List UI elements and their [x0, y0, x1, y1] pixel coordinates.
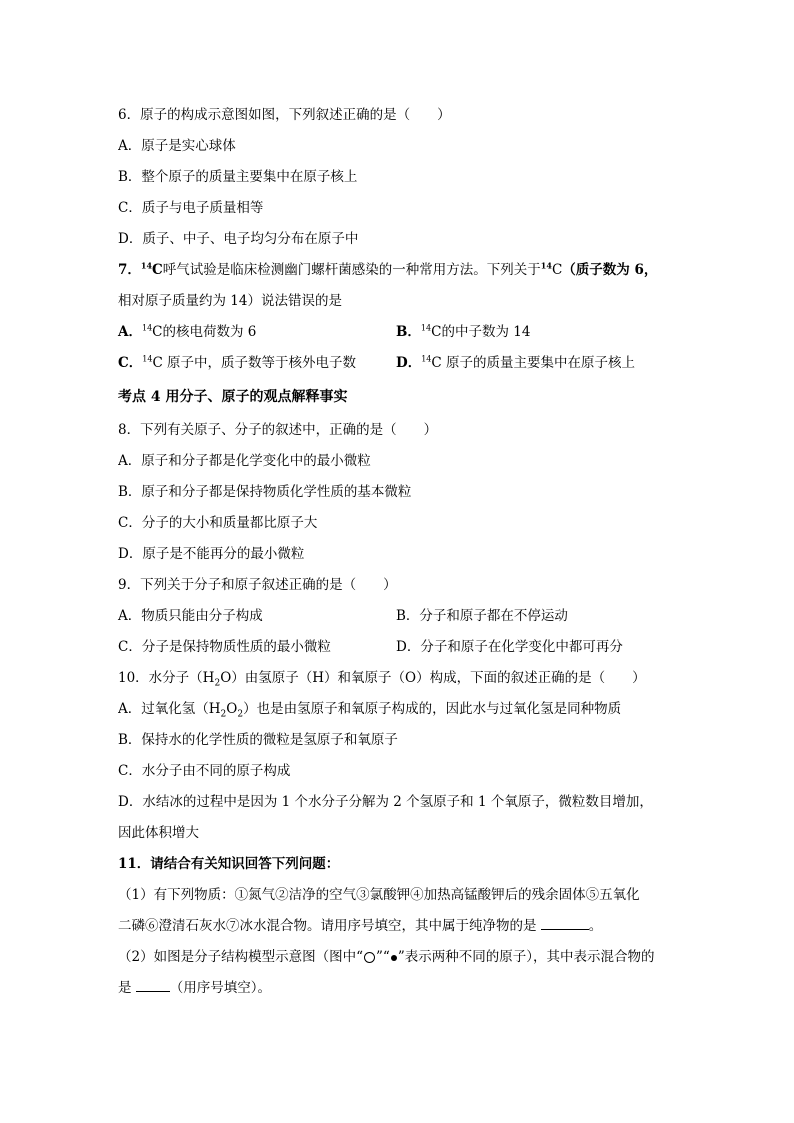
q10-option-b: B．保持水的化学性质的微粒是氢原子和氧原子 [118, 732, 398, 748]
q6-option-a: A．原子是实心球体 [118, 138, 236, 154]
q9-stem: 9．下列关于分子和原子叙述正确的是（ ） [118, 577, 397, 593]
q11-part1-answer-blank[interactable] [541, 915, 589, 930]
q9-options-row2 [118, 632, 698, 663]
q6-stem: 6．原子的构成示意图如图，下列叙述正确的是（ ） [118, 107, 451, 123]
q10-option-d-line1: D．水结冰的过程中是因为 1 个水分子分解为 2 个氢原子和 1 个氧原子，微粒数目增加， [118, 794, 653, 810]
q9-option-c: C．分子是保持物质性质的最小微粒 [118, 639, 331, 655]
q7-options-row1 [118, 317, 698, 348]
q11-stem: 11．请结合有关知识回答下列问题： [118, 856, 340, 872]
q7-element: C [152, 262, 163, 278]
q7-stem-line1 [118, 255, 698, 286]
q11-part2-line2: 是 （用序号填空）。 [118, 973, 698, 1004]
q10-option-a: A．过氧化氢$(H_2O_2)$也是由氢原子和氧原子构成的，因此水与过氧化氢是同种物质 [118, 701, 622, 720]
q11-part1-line1: （1）有下列物质：①氮气②洁净的空气③氯酸钾④加热高锰酸钾后的残余固体⑤五氧化 [118, 887, 640, 903]
q7-option-c: C．$^{14}$C 原子中，质子数等于核外电子数 [118, 354, 357, 371]
q7-element-2: C [551, 262, 563, 278]
q7-stem-line2: 相对原子质量约为 14）说法错误的是 [118, 293, 342, 309]
q10-option-d-line2: 因此体积增大 [118, 825, 199, 841]
q11-part2-line1: （2）如图是分子结构模型示意图（图中“ ”“ ”表示两种不同的原子），其中表示混合物的 [118, 949, 655, 965]
q7-option-d: D．$^{14}$C 原子的质量主要集中在原子核上 [396, 354, 636, 371]
q9-option-b: B．分子和原子都在不停运动 [396, 608, 568, 624]
q6-option-c: C．质子与电子质量相等 [118, 200, 264, 216]
q7-options-row2 [118, 348, 698, 379]
q7-stem-text: 呼气试验是临床检测幽门螺杆菌感染的一种常用方法。下列关于 [162, 262, 541, 278]
q11-part1-line2: 二磷⑥澄清石灰水⑦冰水混合物。请用序号填空，其中属于纯净物的是 。 [118, 911, 698, 942]
q9-options-row1 [118, 601, 698, 632]
q7-isotope-mass-2: 14 [540, 260, 552, 271]
q6-option-d: D．质子、中子、电子均匀分布在原子中 [118, 231, 359, 247]
q10-option-c: C．水分子由不同的原子构成 [118, 763, 291, 779]
worksheet-page [118, 100, 698, 1004]
q8-option-b: B．原子和分子都是保持物质化学性质的基本微粒 [118, 484, 412, 500]
q11-part2-answer-blank[interactable] [136, 977, 170, 992]
q8-option-c: C．分子的大小和质量都比原子大 [118, 515, 318, 531]
q8-option-d: D．原子是不能再分的最小微粒 [118, 546, 305, 562]
q7-isotope-mass: 14 [140, 260, 153, 271]
q7-number: 7． [118, 262, 141, 278]
section-title-4: 考点 4 用分子、原子的观点解释事实 [118, 389, 348, 405]
q10-stem: 10．水分子$(H_2O)$由氢原子（H）和氧原子（O）构成，下面的叙述正确的是（ ） [118, 670, 646, 689]
q9-option-d: D．分子和原子在化学变化中都可再分 [396, 639, 623, 655]
filled-dot-atom-icon [391, 955, 397, 961]
q8-stem: 8．下列有关原子、分子的叙述中，正确的是（ ） [118, 422, 438, 438]
q8-option-a: A．原子和分子都是化学变化中的最小微粒 [118, 453, 371, 469]
open-circle-atom-icon [364, 952, 375, 963]
q7-stem-tail: （质子数为 6， [562, 262, 658, 278]
q7-option-a: A．$^{14}$C的核电荷数为 6 [118, 323, 257, 340]
q6-option-b: B．整个原子的质量主要集中在原子核上 [118, 169, 358, 185]
q7-option-b: B．$^{14}$C的中子数为 14 [396, 323, 531, 340]
q9-option-a: A．物质只能由分子构成 [118, 608, 263, 624]
